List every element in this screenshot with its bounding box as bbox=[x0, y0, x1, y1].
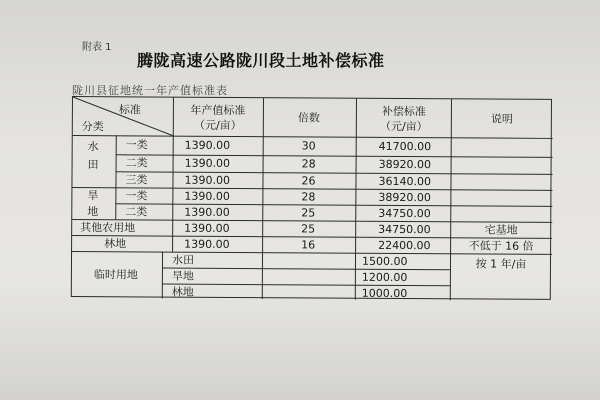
table-row-comp: 38920.00 bbox=[378, 190, 431, 205]
temporary-item-name: 林地 bbox=[171, 285, 194, 299]
table-row-multiple: 28 bbox=[301, 190, 316, 204]
other-farm-comp: 34750.00 bbox=[378, 222, 431, 237]
table-row-annual: 1390.00 bbox=[184, 205, 230, 219]
temporary-item-comp: 1500.00 bbox=[361, 254, 408, 269]
table-row-sub: 二类 bbox=[125, 205, 148, 219]
temporary-note: 按 1 年/亩 bbox=[475, 257, 527, 271]
temporary-item-comp: 1000.00 bbox=[361, 286, 408, 301]
header-annual-value-unit: （元/亩） bbox=[193, 118, 242, 133]
group-dry-label: 地 bbox=[87, 205, 99, 219]
header-compensation: 补偿标准 bbox=[381, 104, 426, 119]
table-row-annual: 1390.00 bbox=[184, 173, 231, 187]
header-category: 分类 bbox=[81, 120, 104, 134]
header-multiple: 倍数 bbox=[297, 111, 320, 125]
header-standard: 标准 bbox=[118, 103, 141, 117]
header-compensation-unit: （元/亩） bbox=[379, 119, 428, 134]
table-row-multiple: 26 bbox=[301, 174, 316, 188]
group-paddy-label: 田 bbox=[87, 158, 99, 172]
temporary-item-comp: 1200.00 bbox=[361, 270, 408, 285]
table-row-multiple: 30 bbox=[301, 139, 316, 153]
forest-multiple: 16 bbox=[301, 238, 316, 252]
table-caption: 陇川县征地统一年产值标准表 bbox=[72, 84, 228, 97]
table-row-comp: 38920.00 bbox=[378, 157, 432, 172]
table-row-sub: 一类 bbox=[125, 189, 148, 203]
document-title: 腾陇高速公路陇川段土地补偿标准 bbox=[137, 51, 385, 70]
forest-comp: 22400.00 bbox=[378, 238, 431, 253]
table-row-comp: 36140.00 bbox=[378, 174, 432, 189]
table-row-comp: 41700.00 bbox=[378, 139, 432, 154]
forest-note: 不低于 16 倍 bbox=[468, 239, 534, 253]
table-row-multiple: 28 bbox=[301, 157, 316, 171]
forest-label: 林地 bbox=[104, 237, 127, 251]
header-annual-value: 年产值标准 bbox=[190, 103, 246, 118]
table-row-multiple: 25 bbox=[301, 206, 316, 220]
group-dry-label: 旱 bbox=[87, 189, 99, 203]
forest-annual: 1390.00 bbox=[184, 237, 230, 251]
other-farm-multiple: 25 bbox=[301, 222, 316, 236]
other-farm-note: 宅基地 bbox=[484, 223, 518, 237]
group-paddy-label: 水 bbox=[87, 140, 99, 154]
other-farm-annual: 1390.00 bbox=[184, 221, 230, 235]
temporary-item-name: 旱地 bbox=[171, 269, 194, 283]
temporary-item-name: 水田 bbox=[171, 253, 195, 267]
table-row-comp: 34750.00 bbox=[378, 206, 431, 221]
temporary-label: 临时用地 bbox=[93, 268, 138, 282]
table-row-sub: 三类 bbox=[125, 173, 148, 187]
table-row-sub: 二类 bbox=[125, 156, 148, 170]
annex-label: 附表 1 bbox=[82, 42, 112, 53]
table-row-annual: 1390.00 bbox=[184, 156, 231, 170]
compensation-table bbox=[71, 96, 552, 300]
header-note: 说明 bbox=[490, 112, 513, 126]
table-row-annual: 1390.00 bbox=[184, 138, 231, 152]
table-row-sub: 一类 bbox=[125, 138, 148, 152]
table-row-annual: 1390.00 bbox=[184, 189, 230, 203]
other-farm-label: 其他农用地 bbox=[80, 221, 136, 235]
